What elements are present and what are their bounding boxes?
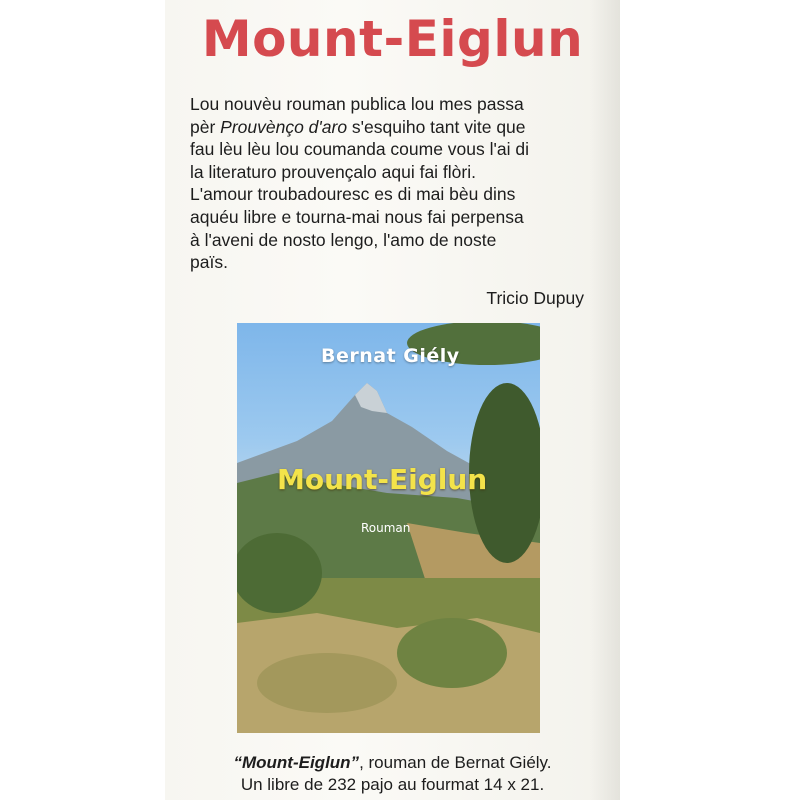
article-title: Mount-Eiglun — [201, 10, 584, 68]
body-line: aquéu libre e tourna-mai nous fai perpensa — [190, 206, 524, 227]
book-cover-image — [237, 323, 540, 733]
cover-genre: Rouman — [361, 521, 411, 535]
image-caption — [165, 752, 620, 796]
body-text-segment: s'esquiho tant vite que — [347, 116, 526, 137]
page-shadow — [590, 0, 620, 800]
body-line: à l'aveni de nosto lengo, l'amo de noste — [190, 229, 497, 250]
cover-title: Mount-Eiglun — [277, 463, 488, 496]
body-text-segment: pèr — [190, 116, 221, 137]
caption-details: Un libre de 232 pajo au fourmat 14 x 21. — [240, 775, 545, 794]
body-line: Lou nouvèu rouman publica lou mes passa — [190, 94, 524, 114]
caption-text: , rouman de Bernat Giély. — [359, 753, 552, 772]
article-signature: Tricio Dupuy — [486, 288, 584, 308]
body-line: L'amour troubadouresc es di mai bèu dins — [190, 184, 516, 205]
bush — [397, 618, 507, 688]
grass-foreground — [257, 653, 397, 713]
article-body — [190, 93, 585, 274]
body-line: la literaturo prouvençalo aqui fai flòri. — [190, 161, 476, 182]
body-line: païs. — [190, 252, 228, 273]
magazine-name: Prouvènço d'aro — [220, 116, 348, 137]
caption-book-title: “Mount-Eiglun” — [233, 753, 360, 772]
body-line: fau lèu lèu lou coumanda coume vous l'ai di — [190, 139, 529, 160]
cover-author: Bernat Giély — [321, 345, 460, 367]
body-line — [190, 116, 585, 139]
